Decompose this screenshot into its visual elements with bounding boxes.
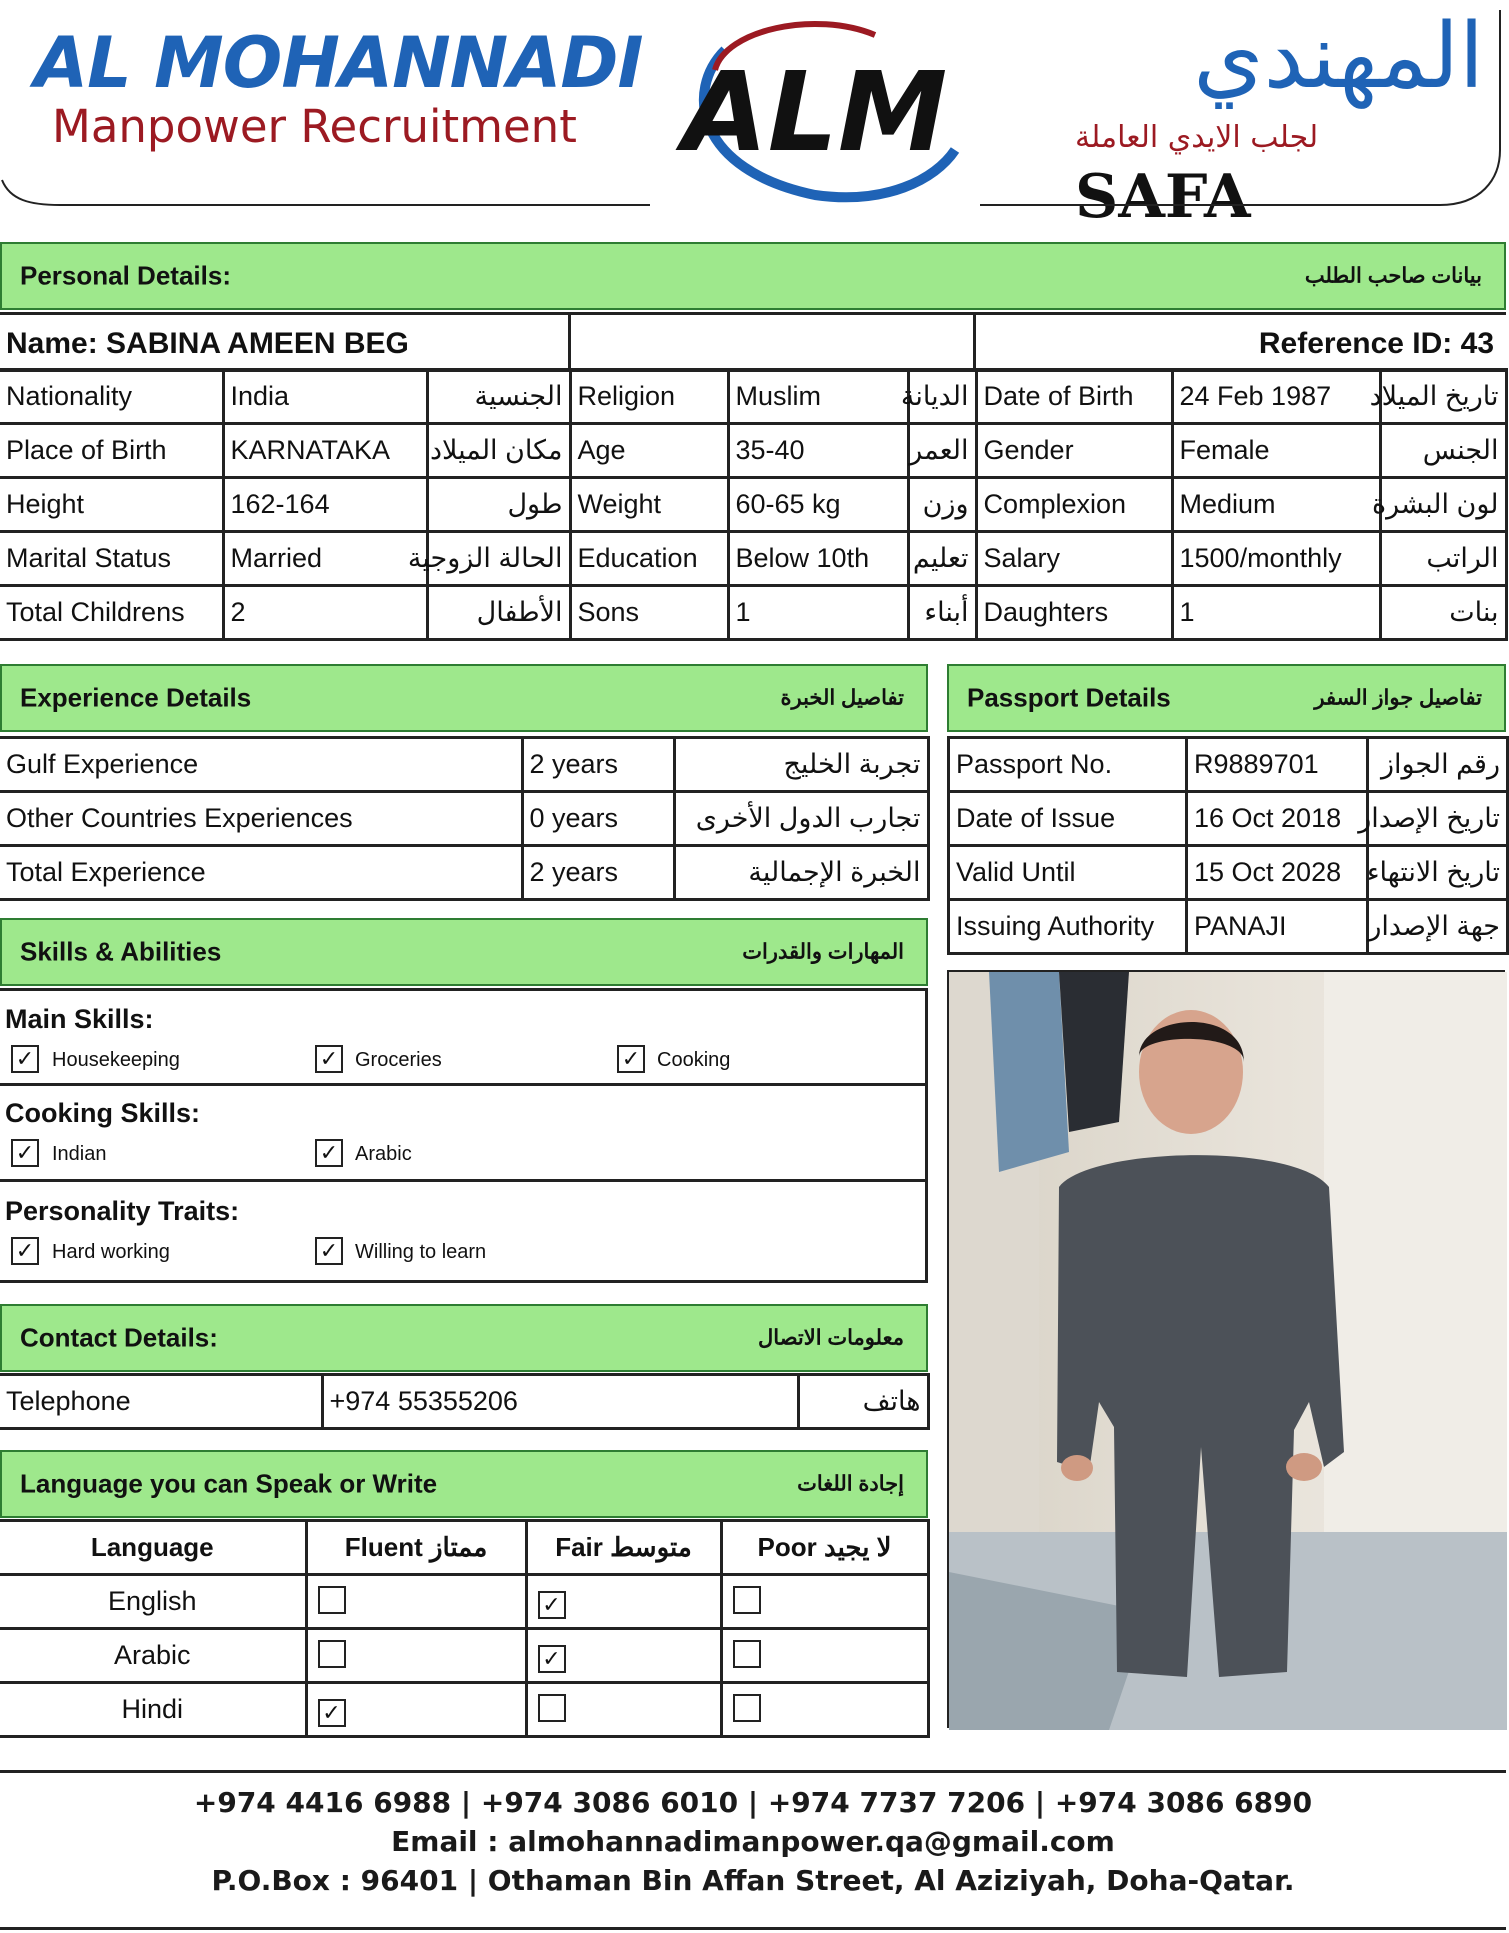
field-label: Complexion <box>976 478 1172 532</box>
field-label: Marital Status <box>0 532 223 586</box>
language-level-cell <box>526 1575 721 1629</box>
logo-english-subtitle: Manpower Recruitment <box>52 100 577 153</box>
field-label-ar: وزن <box>908 478 976 532</box>
field-label: Date of Issue <box>949 792 1187 846</box>
skill-label: Cooking <box>657 1049 731 1071</box>
logo-english-name: AL MOHANNADI <box>34 22 643 104</box>
field-label: Education <box>570 532 728 586</box>
field-label-ar: تاريخ الإصدار <box>1368 792 1508 846</box>
field-label-ar: الحالة الزوجية <box>427 532 570 586</box>
passport-details-header <box>947 664 1506 732</box>
field-label-ar: الجنس <box>1380 424 1506 478</box>
field-value: Female <box>1172 424 1380 478</box>
column-header: Language <box>0 1521 306 1575</box>
skill-label: Hard working <box>52 1241 170 1263</box>
field-value: 60-65 kg <box>728 478 908 532</box>
skill-label: Indian <box>52 1143 107 1165</box>
passport-row <box>949 900 1508 954</box>
field-label: Salary <box>976 532 1172 586</box>
column-header: Fair متوسط <box>526 1521 721 1575</box>
logo-arabic-subtitle: لجلب الايدي العاملة <box>1075 120 1319 155</box>
skills-title-ar: المهارات والقدرات <box>742 940 904 964</box>
candidate-name: Name: SABINA AMEEN BEG <box>6 327 409 360</box>
field-label: Religion <box>570 370 728 424</box>
field-label-ar: تجارب الدول الأخرى <box>674 792 928 846</box>
field-label: Passport No. <box>949 738 1187 792</box>
field-label-ar: تاريخ الانتهاء <box>1368 846 1508 900</box>
language-header-row <box>0 1521 928 1575</box>
field-value: 0 years <box>522 792 674 846</box>
language-level-cell <box>306 1683 526 1737</box>
language-name: Arabic <box>0 1629 306 1683</box>
contact-table <box>0 1373 930 1430</box>
language-level-cell <box>721 1683 928 1737</box>
personal-details-table <box>0 368 1508 641</box>
cooking-skills-title: Cooking Skills: <box>5 1098 201 1128</box>
field-label-ar: أبناء <box>908 586 976 640</box>
checkbox-arabic[interactable]: ✓ <box>315 1139 343 1167</box>
language-row <box>0 1629 928 1683</box>
personal-details-header <box>0 242 1506 310</box>
main-skills-section <box>0 988 928 1086</box>
field-label-ar: لون البشرة <box>1380 478 1506 532</box>
telephone-label: Telephone <box>0 1375 322 1429</box>
main-skills-title: Main Skills: <box>5 1004 154 1034</box>
checkbox-groceries[interactable]: ✓ <box>315 1045 343 1073</box>
field-value: India <box>223 370 427 424</box>
logo-mark-text: ALM <box>682 48 948 176</box>
field-label: Weight <box>570 478 728 532</box>
language-name: English <box>0 1575 306 1629</box>
language-row <box>0 1683 928 1737</box>
candidate-photo <box>947 970 1505 1728</box>
skills-header <box>0 918 928 986</box>
language-table <box>0 1519 930 1738</box>
field-value: Below 10th <box>728 532 908 586</box>
name-row <box>0 312 1506 372</box>
contact-details-header <box>0 1304 928 1372</box>
checkbox-poor[interactable] <box>733 1586 761 1614</box>
personality-traits-title: Personality Traits: <box>5 1196 240 1226</box>
telephone-value: +974 55355206 <box>322 1375 798 1429</box>
field-label: Date of Birth <box>976 370 1172 424</box>
field-value: 162-164 <box>223 478 427 532</box>
checkbox-fluent[interactable]: ✓ <box>318 1699 346 1727</box>
reference-id: Reference ID: 43 <box>1258 327 1494 360</box>
field-label: Valid Until <box>949 846 1187 900</box>
checkbox-willing-to-learn[interactable]: ✓ <box>315 1237 343 1265</box>
field-label-ar: رقم الجواز <box>1368 738 1508 792</box>
field-label: Sons <box>570 586 728 640</box>
language-level-cell <box>721 1575 928 1629</box>
field-label: Total Childrens <box>0 586 223 640</box>
column-header: Fluent ممتاز <box>306 1521 526 1575</box>
field-label-ar: تجربة الخليج <box>674 738 928 792</box>
field-label: Daughters <box>976 586 1172 640</box>
passport-details-title-ar: تفاصيل جواز السفر <box>1314 686 1482 710</box>
skill-label: Willing to learn <box>355 1241 487 1263</box>
field-label: Gulf Experience <box>0 738 522 792</box>
experience-details-title-ar: تفاصيل الخبرة <box>780 686 904 710</box>
candidate-photo-illustration <box>949 972 1507 1730</box>
field-value: 2 <box>223 586 427 640</box>
contact-details-title: Contact Details: <box>20 1322 218 1353</box>
field-label-ar: الديانة <box>908 370 976 424</box>
language-level-cell <box>526 1683 721 1737</box>
cooking-skills-section <box>0 1083 928 1182</box>
passport-row <box>949 738 1508 792</box>
field-label: Age <box>570 424 728 478</box>
skills-title: Skills & Abilities <box>20 936 222 967</box>
branch-name: SAFA <box>1075 162 1251 232</box>
experience-details-header <box>0 664 928 732</box>
checkbox-hard-working[interactable]: ✓ <box>11 1237 39 1265</box>
experience-table <box>0 736 930 901</box>
alm-logo-mark <box>655 10 975 205</box>
field-value: 24 Feb 1987 <box>1172 370 1380 424</box>
field-value: PANAJI <box>1187 900 1368 954</box>
logo-arabic-name: المهندي <box>1193 4 1484 109</box>
passport-row <box>949 792 1508 846</box>
field-label-ar: الجنسية <box>427 370 570 424</box>
field-label-ar: طول <box>427 478 570 532</box>
checkbox-poor[interactable] <box>733 1694 761 1722</box>
passport-details-title: Passport Details <box>967 682 1171 713</box>
field-value: Married <box>223 532 427 586</box>
language-level-cell <box>306 1575 526 1629</box>
footer-phones: +974 4416 6988 | +974 3086 6010 | +974 7737 7206 | +974 3086 6890 <box>193 1786 1313 1819</box>
field-value: Muslim <box>728 370 908 424</box>
footer-address: P.O.Box : 96401 | Othaman Bin Affan Street, Al Aziziyah, Doha-Qatar. <box>211 1864 1295 1897</box>
experience-details-title: Experience Details <box>20 682 252 713</box>
skill-label: Arabic <box>355 1143 412 1165</box>
field-value: 1500/monthly <box>1172 532 1380 586</box>
field-label-ar: الراتب <box>1380 532 1506 586</box>
skill-label: Housekeeping <box>52 1049 180 1071</box>
checkbox-fair[interactable] <box>538 1694 566 1722</box>
language-level-cell <box>526 1629 721 1683</box>
checkbox-cooking[interactable]: ✓ <box>617 1045 645 1073</box>
field-label-ar: مكان الميلاد <box>427 424 570 478</box>
language-title-ar: إجادة اللغات <box>797 1472 904 1496</box>
field-label: Other Countries Experiences <box>0 792 522 846</box>
field-value: 1 <box>728 586 908 640</box>
personal-row <box>0 370 1506 424</box>
field-label: Height <box>0 478 223 532</box>
personal-row <box>0 532 1506 586</box>
checkbox-housekeeping[interactable]: ✓ <box>11 1045 39 1073</box>
field-label: Issuing Authority <box>949 900 1187 954</box>
personal-row <box>0 478 1506 532</box>
field-value: 1 <box>1172 586 1380 640</box>
checkbox-indian[interactable]: ✓ <box>11 1139 39 1167</box>
field-value: 35-40 <box>728 424 908 478</box>
checkbox-fair[interactable]: ✓ <box>538 1591 566 1619</box>
field-value: R9889701 <box>1187 738 1368 792</box>
checkbox-poor[interactable] <box>733 1640 761 1668</box>
language-header <box>0 1450 928 1518</box>
field-label: Gender <box>976 424 1172 478</box>
field-label: Total Experience <box>0 846 522 900</box>
field-value: KARNATAKA <box>223 424 427 478</box>
field-label-ar: الخبرة الإجمالية <box>674 846 928 900</box>
footer-email: Email : almohannadimanpower.qa@gmail.com <box>391 1825 1115 1858</box>
field-value: 16 Oct 2018 <box>1187 792 1368 846</box>
field-label-ar: تاريخ الميلاد <box>1380 370 1506 424</box>
personal-details-title-ar: بيانات صاحب الطلب <box>1304 264 1482 288</box>
experience-row <box>0 738 928 792</box>
passport-row <box>949 846 1508 900</box>
language-level-cell <box>306 1629 526 1683</box>
field-value: 15 Oct 2028 <box>1187 846 1368 900</box>
field-value: Medium <box>1172 478 1380 532</box>
language-title: Language you can Speak or Write <box>20 1468 438 1499</box>
checkbox-fair[interactable]: ✓ <box>538 1645 566 1673</box>
passport-table <box>947 736 1509 955</box>
field-value: 2 years <box>522 846 674 900</box>
field-label-ar: بنات <box>1380 586 1506 640</box>
experience-row <box>0 792 928 846</box>
field-label-ar: جهة الإصدار <box>1368 900 1508 954</box>
checkbox-fluent[interactable] <box>318 1640 346 1668</box>
language-row <box>0 1575 928 1629</box>
field-label-ar: العمر <box>908 424 976 478</box>
contact-details-title-ar: معلومات الاتصال <box>758 1326 904 1350</box>
personal-row <box>0 424 1506 478</box>
personal-details-title: Personal Details: <box>20 260 231 291</box>
telephone-label-ar: هاتف <box>798 1375 928 1429</box>
field-value: 2 years <box>522 738 674 792</box>
field-label-ar: تعليم <box>908 532 976 586</box>
checkbox-fluent[interactable] <box>318 1586 346 1614</box>
experience-row <box>0 846 928 900</box>
language-level-cell <box>721 1629 928 1683</box>
column-header: Poor لا يجيد <box>721 1521 928 1575</box>
field-label-ar: الأطفال <box>427 586 570 640</box>
personality-traits-section <box>0 1182 928 1283</box>
skill-label: Groceries <box>355 1049 442 1071</box>
footer-contact <box>0 1770 1506 1930</box>
field-label: Nationality <box>0 370 223 424</box>
personal-row <box>0 586 1506 640</box>
field-label: Place of Birth <box>0 424 223 478</box>
language-name: Hindi <box>0 1683 306 1737</box>
